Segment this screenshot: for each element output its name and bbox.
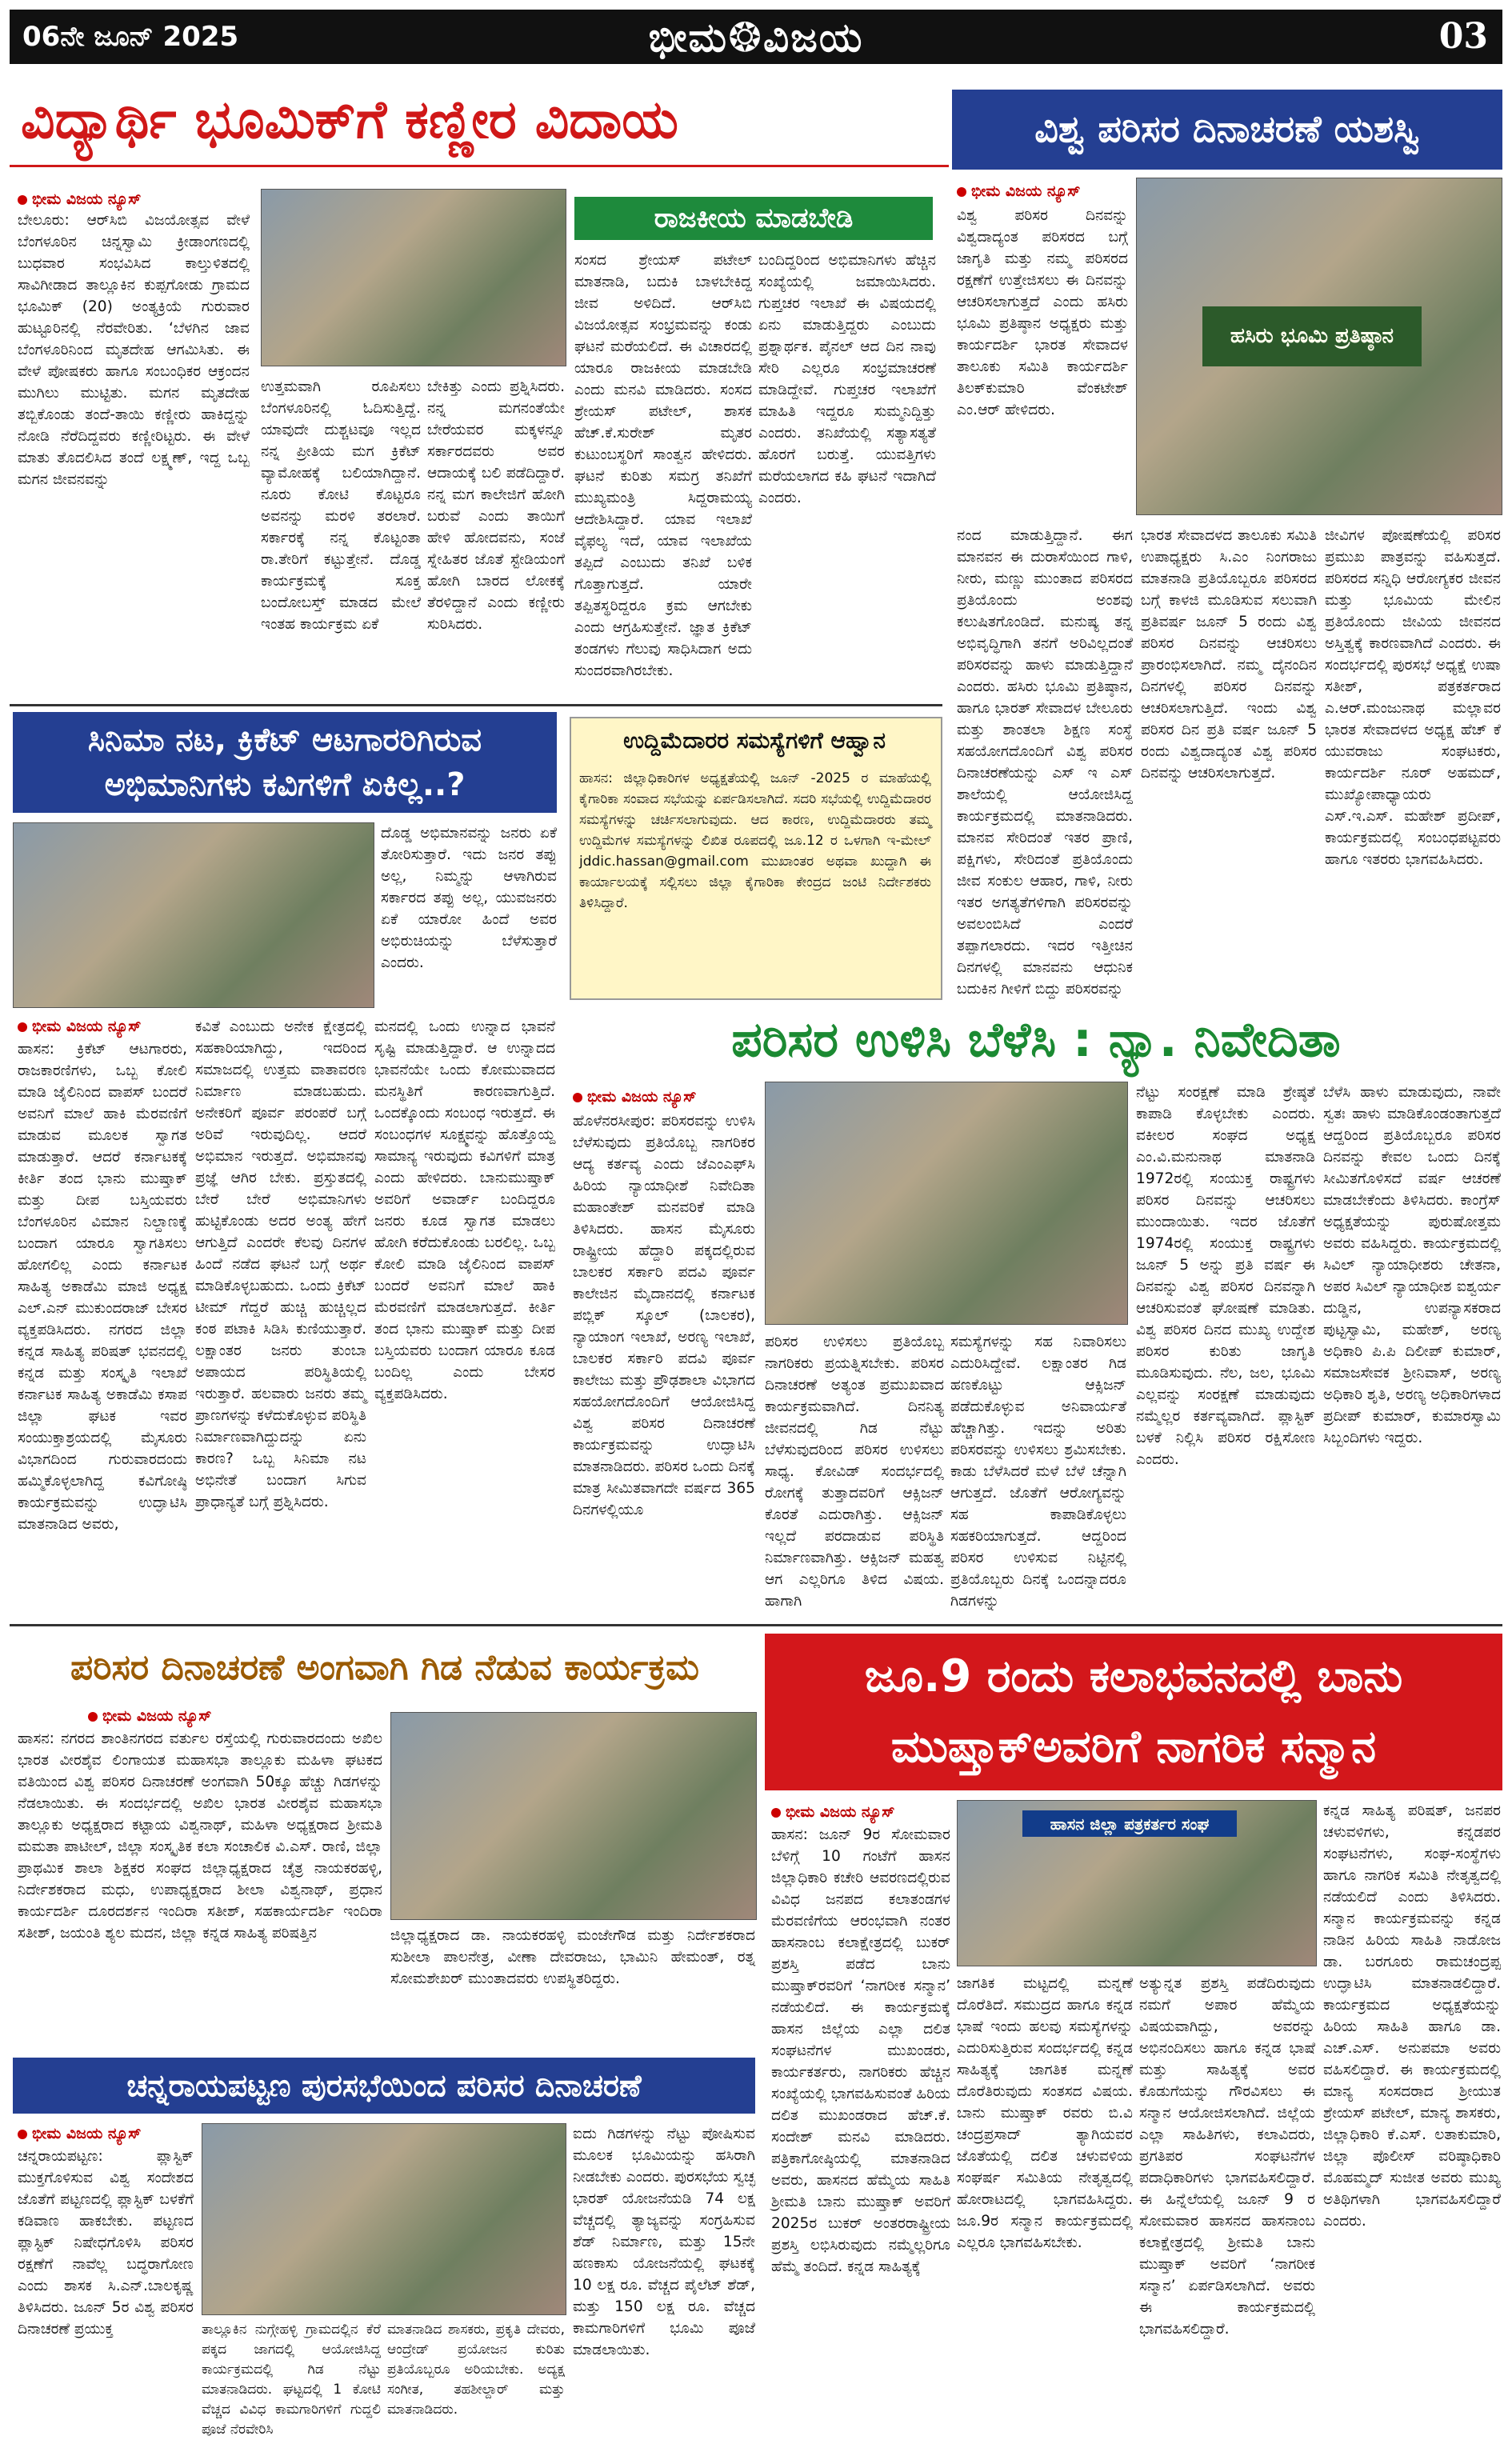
headline-anganavadi: ಪರಿಸರ ದಿನಾಚರಣೆ ಅಂಗವಾಗಿ ಗಿಡ ನೆಡುವ ಕಾರ್ಯಕ್ರಮ (70, 1646, 699, 1688)
article-niveditha-col2: ಪರಿಸರ ಉಳಿಸಲು ಪ್ರತಿಯೊಬ್ಬ ನಾಗರಿಕರು ಪ್ರಯತ್ನಿಸಬೇಕು. ಪರಿಸರ ದಿನಾಚರಣೆ ಅತ್ಯಂತ ಪ್ರಮುಖವಾದ ಕಾರ್ಯಕ್ರಮವಾಗಿದೆ. ದಿನನಿತ್ಯ ಜೀವನದಲ್ಲಿ ಗಿಡ ನೆಟ್ಟು ಬೆಳೆಸುವುದರಿಂದ ಪರಿಸರ ಉಳಿಸಲು ಸಾಧ್ಯ. ಕೋವಿಡ್ ಸಂದರ್ಭದಲ್ಲಿ ರೋಗಕ್ಕೆ ತುತ್ತಾದವರಿಗೆ ಆಕ್ಸಿಜನ್ ಕೊರತೆ ಎದುರಾಗಿತ್ತು. ಆಕ್ಸಿಜನ್ ಇಲ್ಲದೆ ಪರದಾಡುವ ಪರಿಸ್ಥಿತಿ ನಿರ್ಮಾಣವಾಗಿತ್ತು. ಆಕ್ಸಿಜನ್ ಮಹತ್ವ ಆಗ ಎಲ್ಲರಿಗೂ ತಿಳಿದ ವಿಷಯ. ಹಾಗಾಗಿ (765, 1334, 944, 1610)
masthead (10, 10, 1502, 64)
byline-vishwa: ಭೀಮ ವಿಜಯ ನ್ಯೂಸ್ (957, 182, 1080, 200)
article-banu-col1: ಹಾಸನ: ಜೂನ್ 9ರ ಸೋಮವಾರ ಬೆಳಿಗ್ಗೆ 10 ಗಂಟೆಗೆ ಹಾಸನ ಜಿಲ್ಲಾಧಿಕಾರಿ ಕಚೇರಿ ಆವರಣದಲ್ಲಿರುವ ವಿವಿಧ ಜನಪದ ಕಲಾತಂಡಗಳ ಮೆರವಣಿಗೆಯ ಆರಂಭವಾಗಿ ನಂತರ ಹಾಸನಾಂಬ ಕಲಾಕ್ಷೇತ್ರದಲ್ಲಿ ಬುಕರ್ ಪ್ರಶಸ್ತಿ ಪಡೆದ ಬಾನು ಮುಷ್ತಾಕ್‌ರವರಿಗೆ ‘ನಾಗರೀಕ ಸನ್ಮಾನ’ ನಡೆಯಲಿದೆ. ಈ ಕಾರ್ಯಕ್ರಮಕ್ಕೆ ಹಾಸನ ಜಿಲ್ಲೆಯ ಎಲ್ಲಾ ದಲಿತ ಸಂಘಟನೆಗಳ ಮುಖಂಡರು, ಕಾರ್ಯಕರ್ತರು, ನಾಗರಿಕರು ಹೆಚ್ಚಿನ ಸಂಖ್ಯೆಯಲ್ಲಿ ಭಾಗವಹಿಸುವಂತೆ ಹಿರಿಯ ದಲಿತ ಮುಖಂಡರಾದ ಹೆಚ್.ಕೆ. ಸಂದೇಶ್ ಮನವಿ ಮಾಡಿದರು. ಪತ್ರಿಕಾಗೋಷ್ಠಿಯಲ್ಲಿ ಮಾತನಾಡಿದ ಅವರು, ಹಾಸನದ ಹೆಮ್ಮೆಯ ಸಾಹಿತಿ ಶ್ರೀಮತಿ ಬಾನು ಮುಷ್ತಾಕ್ ಅವರಿಗೆ 2025ರ ಬುಕರ್ ಅಂತರರಾಷ್ಟ್ರೀಯ ಪ್ರಶಸ್ತಿ ಲಭಿಸಿರುವುದು ನಮ್ಮೆಲ್ಲರಿಗೂ ಹೆಮ್ಮೆ ತಂದಿದೆ. ಕನ್ನಡ ಸಾಹಿತ್ಯಕ್ಕೆ (771, 1826, 950, 2275)
photo-niveditha-tree-planting (765, 1082, 1128, 1325)
headline-bhoomik: ವಿದ್ಯಾರ್ಥಿ ಭೂಮಿಕ್‌ಗೆ ಕಣ್ಣೀರ ವಿದಾಯ (10, 75, 949, 167)
article-rajakeeya-col1: ಸಂಸದ ಶ್ರೇಯಸ್ ಪಟೇಲ್ ಮಾತನಾಡಿ, ಬದುಕಿ ಬಾಳಬೇಕಿದ್ದ ಜೀವ ಅಳಿದಿದೆ. ಆರ್‌ಸಿಬಿ ವಿಜಯೋತ್ಸವ ಸಂಭ್ರಮವನ್ನು ಕಂಡು ಘಟನೆ ಮರೆಯಲಿದೆ. ಈ ವಿಚಾರದಲ್ಲಿ ಯಾರೂ ರಾಜಕೀಯ ಮಾಡಬೇಡಿ ಎಂದು ಮನವಿ ಮಾಡಿದರು. ಸಂಸದ ಶ್ರೇಯಸ್ ಪಟೇಲ್, ಶಾಸಕ ಹೆಚ್.ಕೆ.ಸುರೇಶ್ ಮೃತರ ಕುಟುಂಬಸ್ಥರಿಗೆ ಸಾಂತ್ವನ ಹೇಳಿದರು. ಘಟನೆ ಕುರಿತು ಸಮಗ್ರ ತನಿಖೆಗೆ ಮುಖ್ಯಮಂತ್ರಿ ಸಿದ್ದರಾಮಯ್ಯ ಆದೇಶಿಸಿದ್ದಾರೆ. ಯಾವ ಇಲಾಖೆ ವೈಫಲ್ಯ ಇದೆ, ಯಾವ ಇಲಾಖೆಯ ತಪ್ಪಿದೆ ಎಂಬುದು ತನಿಖೆ ಬಳಿಕ ಗೊತ್ತಾಗುತ್ತದೆ. ಯಾರೇ ತಪ್ಪಿತಸ್ಥರಿದ್ದರೂ ಕ್ರಮ ಆಗಬೇಕು ಎಂದು ಆಗ್ರಹಿಸುತ್ತೇನೆ. ಜ್ಞಾತ ಕ್ರಿಕೆಟ್ ತಂಡಗಳು ಗೆಲುವು ಸಾಧಿಸಿದಾಗ ಅದು ಸುಂದರವಾಗಿರಬೇಕು. (574, 252, 752, 679)
headline-uddimedar: ಉದ್ದಿಮೆದಾರರ ಸಮಸ್ಯೆಗಳಿಗೆ ಆಹ್ವಾನ (623, 727, 886, 754)
article-uddimedar-body: ಹಾಸನ: ಜಿಲ್ಲಾಧಿಕಾರಿಗಳ ಅಧ್ಯಕ್ಷತೆಯಲ್ಲಿ ಜೂನ್ -2025 ರ ಮಾಹೆಯಲ್ಲಿ ಕೈಗಾರಿಕಾ ಸಂವಾದ ಸಭೆಯನ್ನು ಏರ್ಪಡಿಸಲಾಗಿದೆ. ಸದರಿ ಸಭೆಯಲ್ಲಿ ಉದ್ದಿಮೆದಾರರ ಸಮಸ್ಯೆಗಳನ್ನು ಚರ್ಚಿಸಲಾಗುವುದು. ಆದ ಕಾರಣ, ಉದ್ದಿಮೆದಾರರು ತಮ್ಮ ಉದ್ದಿಮೆಗಳ ಸಮಸ್ಯೆಗಳನ್ನು ಲಿಖಿತ ರೂಪದಲ್ಲಿ ಜೂ.12 ರ ಒಳಗಾಗಿ ಇ-ಮೇಲ್ jddic.hassan@gmail.com ಮುಖಾಂತರ ಅಥವಾ ಖುದ್ದಾಗಿ ಈ ಕಾರ್ಯಾಲಯಕ್ಕೆ ಸಲ್ಲಿಸಲು ಜಿಲ್ಲಾ ಕೈಗಾರಿಕಾ ಕೇಂದ್ರದ ಜಂಟಿ ನಿರ್ದೇಶಕರು ತಿಳಿಸಿದ್ದಾರೆ. (579, 770, 931, 911)
photo-banner-text: ಹಾಸನ ಜಿಲ್ಲಾ ಪತ್ರಕರ್ತರ ಸಂಘ (1022, 1810, 1238, 1837)
article-channarayapatna-col4: ಐದು ಗಿಡಗಳನ್ನು ನೆಟ್ಟು ಪೋಷಿಸುವ ಮೂಲಕ ಭೂಮಿಯನ್ನು ಹಸಿರಾಗಿ ನೀಡಬೇಕು ಎಂದರು. ಪುರಸಭೆಯ ಸ್ವಚ್ಛ ಭಾರತ್ ಯೋಜನೆಯಡಿ 74 ಲಕ್ಷ ವೆಚ್ಚದಲ್ಲಿ ತ್ಯಾಜ್ಯವನ್ನು ಸಂಗ್ರಹಿಸುವ ಶೆಡ್ ನಿರ್ಮಾಣ, ಮತ್ತು 15ನೇ ಹಣಕಾಸು ಯೋಜನೆಯಲ್ಲಿ ಘಟಕಕ್ಕೆ 10 ಲಕ್ಷ ರೂ. ವೆಚ್ಚದ ಪೈಲೆಟ್ ಶೆಡ್, ಮತ್ತು 150 ಲಕ್ಷ ರೂ. ವೆಚ್ಚದ ಕಾಮಗಾರಿಗಳಿಗೆ ಭೂಮಿ ಪೂಜೆ ಮಾಡಲಾಯಿತು. (573, 2126, 755, 2358)
byline-dot-icon (957, 187, 966, 197)
byline-dot-icon (18, 2130, 27, 2139)
divider (10, 1624, 1502, 1626)
article-bhoomik-col1: ಬೇಲೂರು: ಆರ್‌ಸಿಬಿ ವಿಜಯೋತ್ಸವ ವೇಳೆ ಬೆಂಗಳೂರಿನ ಚಿನ್ನಸ್ವಾಮಿ ಕ್ರೀಡಾಂಗಣದಲ್ಲಿ ಬುಧವಾರ ಸಂಭವಿಸಿದ ಕಾಲ್ತುಳಿತದಲ್ಲಿ ಸಾವಿಗೀಡಾದ ತಾಲ್ಲೂಕಿನ ಕುಪ್ಪಗೋಡು ಗ್ರಾಮದ ಭೂಮಿಕ್ (20) ಅಂತ್ಯಕ್ರಿಯೆ ಗುರುವಾರ ಹುಟ್ಟೂರಿನಲ್ಲಿ ನೆರವೇರಿತು. ‘ಬೆಳಗಿನ ಜಾವ ಬೆಂಗಳೂರಿನಿಂದ ಮೃತದೇಹ ಆಗಮಿಸಿತು. ಈ ವೇಳೆ ಪೋಷಕರು ಹಾಗೂ ಸಂಬಂಧಿಕರ ಆಕ್ರಂದನ ಮುಗಿಲು ಮುಟ್ಟಿತು. ಮಗನ ಮೃತದೇಹ ತಬ್ಬಿಕೊಂಡು ತಂದೆ-ತಾಯಿ ಕಣ್ಣೀರು ಹಾಕಿದ್ದನ್ನು ನೋಡಿ ನೆರೆದಿದ್ದವರು ಕಣ್ಣೀರಿಟ್ಟರು. ಈ ವೇಳೆ ಮಾತು ತೊದಲಿಸಿದ ತಂದೆ ಲಕ್ಷ್ಮಣ್, ಇದ್ದ ಒಬ್ಬ ಮಗನ ಜೀವನವನ್ನು (18, 212, 250, 488)
paper-logo: ಭೀಮ❂ವಿಜಯ (648, 14, 864, 61)
article-bhoomik-col3: ಬೇಕಿತ್ತು ಎಂದು ಪ್ರಶ್ನಿಸಿದರು. ನನ್ನ ಮಗನಂತೆಯೇ ಬೇರೆಯವರ ಮಕ್ಕಳನ್ನೂ ಸರ್ಕಾರದವರು ಅವರ ಆದಾಯಕ್ಕೆ ಬಲಿ ಪಡೆದಿದ್ದಾರೆ. ನನ್ನ ಮಗ ಕಾಲೇಜಿಗೆ ಹೋಗಿ ಬರುವೆ ಎಂದು ತಾಯಿಗೆ ಹೇಳಿ ಹೋದವನು, ಸಂಜೆ ಸ್ನೇಹಿತರ ಜೊತೆ ಸ್ಟೇಡಿಯಂಗೆ ಹೋಗಿ ಬಾರದ ಲೋಕಕ್ಕೆ ತೆರಳಿದ್ದಾನೆ ಎಂದು ಕಣ್ಣೀರು ಸುರಿಸಿದರು. (427, 378, 565, 633)
photo-anganavadi-planting (390, 1712, 757, 1920)
article-niveditha-col4: ನೆಟ್ಟು ಸಂರಕ್ಷಣೆ ಮಾಡಿ ಶ್ರೇಷ್ಠತೆ ಕಾಪಾಡಿ ಕೊಳ್ಳಬೇಕು ಎಂದರು. ವಕೀಲರ ಸಂಘದ ಅಧ್ಯಕ್ಷ ಎಂ.ವಿ.ಮನುನಾಥ ಮಾತನಾಡಿ 1972ರಲ್ಲಿ ಸಂಯುಕ್ತ ರಾಷ್ಟ್ರಗಳು ಪರಿಸರ ದಿನವನ್ನು ಆಚರಿಸಲು ಮುಂದಾಯಿತು. ಇದರ ಜೊತೆಗೆ 1974ರಲ್ಲಿ ಸಂಯುಕ್ತ ರಾಷ್ಟ್ರಗಳು ಜೂನ್ 5 ಅನ್ನು ಪ್ರತಿ ವರ್ಷ ಈ ದಿನವನ್ನು ವಿಶ್ವ ಪರಿಸರ ದಿನವನ್ನಾಗಿ ಆಚರಿಸುವಂತೆ ಘೋಷಣೆ ಮಾಡಿತು. ವಿಶ್ವ ಪರಿಸರ ದಿನದ ಮುಖ್ಯ ಉದ್ದೇಶ ಪರಿಸರ ಕುರಿತು ಜಾಗೃತಿ ಮೂಡಿಸುವುದು. ನೆಲ, ಜಲ, ಭೂಮಿ ಎಲ್ಲವನ್ನು ಸಂರಕ್ಷಣೆ ಮಾಡುವುದು ನಮ್ಮೆಲ್ಲರ ಕರ್ತವ್ಯವಾಗಿದೆ. ಪ್ಲಾಸ್ಟಿಕ್ ಬಳಕೆ ನಿಲ್ಲಿಸಿ ಪರಿಸರ ರಕ್ಷಿಸೋಣ ಎಂದರು. (1136, 1084, 1315, 1468)
article-cinema-col1: ಹಾಸನ: ಕ್ರಿಕೆಟ್ ಆಟಗಾರರು, ರಾಜಕಾರಣಿಗಳು, ಒಬ್ಬ ಕೋಲಿ ಮಾಡಿ ಜೈಲಿನಿಂದ ವಾಪಸ್ ಬಂದರೆ ಅವನಿಗೆ ಮಾಲೆ ಹಾಕಿ ಮೆರವಣಿಗೆ ಮಾಡುವ ಮೂಲಕ ಸ್ವಾಗತ ಮಾಡುತ್ತಾರೆ. ಆದರೆ ಕರ್ನಾಟಕಕ್ಕೆ ಕೀರ್ತಿ ತಂದ ಭಾನು ಮುಷ್ತಾಕ್ ಮತ್ತು ದೀಪ ಬಸ್ತಿಯವರು ಬೆಂಗಳೂರಿನ ವಿಮಾನ ನಿಲ್ದಾಣಕ್ಕೆ ಬಂದಾಗ ಯಾರೂ ಸ್ವಾಗತಿಸಲು ಹೋಗಲಿಲ್ಲ ಎಂದು ಕರ್ನಾಟಕ ಸಾಹಿತ್ಯ ಅಕಾಡೆಮಿ ಮಾಜಿ ಅಧ್ಯಕ್ಷ ಎಲ್.ಎನ್ ಮುಕುಂದರಾಜ್ ಬೇಸರ ವ್ಯಕ್ತಪಡಿಸಿದರು. ನಗರದ ಜಿಲ್ಲಾ ಕನ್ನಡ ಸಾಹಿತ್ಯ ಪರಿಷತ್ ಭವನದಲ್ಲಿ ಕನ್ನಡ ಮತ್ತು ಸಂಸ್ಕೃತಿ ಇಲಾಖೆ ಕರ್ನಾಟಕ ಸಾಹಿತ್ಯ ಅಕಾಡೆಮಿ ಕಸಾಪ ಜಿಲ್ಲಾ ಘಟಕ ಇವರ ಸಂಯುಕ್ತಾಶ್ರಯದಲ್ಲಿ ಮೈಸೂರು ವಿಭಾಗದಿಂದ ಗುರುವಾರದಂದು ಹಮ್ಮಿಕೊಳ್ಳಲಾಗಿದ್ದ ಕವಿಗೋಷ್ಠಿ ಕಾರ್ಯಕ್ರಮವನ್ನು ಉದ್ಘಾಟಿಸಿ ಮಾತನಾಡಿದ ಅವರು, (18, 1041, 187, 1533)
article-niveditha-col3: ಸಮಸ್ಯೆಗಳನ್ನು ಸಹ ನಿವಾರಿಸಲು ಎದುರಿಸಿದ್ದೇವೆ. ಲಕ್ಷಾಂತರ ಗಿಡ ಹಣಕೊಟ್ಟು ಆಕ್ಸಿಜನ್ ಪಡೆದುಕೊಳ್ಳುವ ಅನಿವಾರ್ಯತೆ ಹೆಚ್ಚಾಗಿತ್ತು. ಇದನ್ನು ಅರಿತು ಪರಿಸರವನ್ನು ಉಳಿಸಲು ಶ್ರಮಿಸಬೇಕು. ಕಾಡು ಬೆಳೆಸಿದರೆ ಮಳೆ ಬೆಳೆ ಚೆನ್ನಾಗಿ ಆಗುತ್ತದೆ. ಜೊತೆಗೆ ಆರೋಗ್ಯವನ್ನು ಸಹ ಕಾಪಾಡಿಕೊಳ್ಳಲು ಸಹಕರಿಯಾಗುತ್ತದೆ. ಆದ್ದರಿಂದ ಪರಿಸರ ಉಳಿಸುವ ನಿಟ್ಟಿನಲ್ಲಿ ಪ್ರತಿಯೊಬ್ಬರು ದಿನಕ್ಕೆ ಒಂದನ್ನಾದರೂ ಗಿಡಗಳನ್ನು (950, 1334, 1126, 1610)
article-cinema-col3: ಮನದಲ್ಲಿ ಒಂದು ಉನ್ನಾದ ಭಾವನೆ ಸೃಷ್ಟಿ ಮಾಡುತ್ತಿದ್ದಾರೆ. ಆ ಉನ್ನಾದದ ಭಾವನೆಯೇ ಒಂದು ಕೋಮುವಾದದ ಮನಸ್ಥಿತಿಗೆ ಕಾರಣವಾಗುತ್ತಿದೆ. ಒಂದಕ್ಕೊಂದು ಸಂಬಂಧ ಇರುತ್ತದೆ. ಈ ಸಂಬಂಧಗಳ ಸೂಕ್ಷ್ಮವನ್ನು ಹೊತ್ತೊಯ್ದ ಸಾಮಾನ್ಯ ಇರುವುದು ಕವಿಗಳಿಗೆ ಮಾತ್ರ ಎಂದು ಹೇಳಿದರು. ಬಾನುಮುಷ್ತಾಕ್ ಅವರಿಗೆ ಅವಾರ್ಡ್ ಬಂದಿದ್ದರೂ ಜನರು ಕೂಡ ಸ್ವಾಗತ ಮಾಡಲು ಹೋಗಿ ಕರೆದುಕೊಂಡು ಬರಲಿಲ್ಲ. ಒಬ್ಬ ಕೋಲಿ ಮಾಡಿ ಜೈಲಿನಿಂದ ವಾಪಸ್ ಬಂದರೆ ಅವನಿಗೆ ಮಾಲೆ ಹಾಕಿ ಮೆರವಣಿಗೆ ಮಾಡಲಾಗುತ್ತದೆ. ಕೀರ್ತಿ ತಂದ ಭಾನು ಮುಷ್ತಾಕ್ ಮತ್ತು ದೀಪ ಬಸ್ತಿಯವರು ಬಂದಾಗ ಯಾರೂ ಕೂಡ ಬಂದಿಲ್ಲ ಎಂದು ಬೇಸರ ವ್ಯಕ್ತಪಡಿಸಿದರು. (374, 1018, 555, 1402)
headline-cinema-line2: ಅಭಿಮಾನಿಗಳು ಕವಿಗಳಿಗೆ ಏಕಿಲ್ಲ..? (104, 766, 466, 803)
photo-banu-press-meet (957, 1800, 1317, 1966)
headline-banu-line1: ಜೂ.9 ರಂದು ಕಲಾಭವನದಲ್ಲಿ ಬಾನು (864, 1650, 1403, 1702)
article-anganavadi-col2: ಜಿಲ್ಲಾಧ್ಯಕ್ಷರಾದ ಡಾ. ನಾಯಕರಹಳ್ಳಿ ಮಂಜೇಗೌಡ ಮತ್ತು ನಿರ್ದೇಶಕರಾದ ಸುಶೀಲಾ ಪಾಲನೇತ್ರ, ವೀಣಾ ದೇವರಾಜು, ಭಾಮಿನಿ ಹೇಮಂತ್, ರತ್ನ ಸೋಮಶೇಖರ್ ಮುಂತಾದವರು ಉಪಸ್ಥಿತರಿದ್ದರು. (390, 1927, 755, 1987)
issue-date: 06ನೇ ಜೂನ್ 2025 (22, 21, 239, 53)
article-rajakeeya-col2: ಬಂದಿದ್ದರಿಂದ ಅಭಿಮಾನಿಗಳು ಹೆಚ್ಚಿನ ಸಂಖ್ಯೆಯಲ್ಲಿ ಜಮಾಯಿಸಿದರು. ಗುಪ್ತಚರ ಇಲಾಖೆ ಈ ವಿಷಯದಲ್ಲಿ ಏನು ಮಾಡುತ್ತಿದ್ದರು ಎಂಬುದು ಪ್ರಶ್ನಾರ್ಥಕ. ಪೈನಲ್ ಆದ ದಿನ ನಾವು ಸೇರಿ ಎಲ್ಲರೂ ಸಂಭ್ರಮಾಚರಣೆ ಮಾಡಿದ್ದೇವೆ. ಗುಪ್ತಚರ ಇಲಾಖೆಗೆ ಮಾಹಿತಿ ಇದ್ದರೂ ಸುಮ್ಮನಿದ್ದಿತ್ತು ಎಂದರು. ತನಿಖೆಯಲ್ಲಿ ಸತ್ಯಾಸತ್ಯತೆ ಹೊರಗೆ ಬರುತ್ತೆ. ಯುವತ್ತಿಗಳು ಮರೆಯಲಾಗದ ಕಹಿ ಘಟನೆ ಇದಾಗಿದೆ ಎಂದರು. (758, 252, 936, 506)
headline-banu (765, 1634, 1502, 1790)
article-bhoomik-col2: ಉತ್ತಮವಾಗಿ ರೂಪಿಸಲು ಬೆಂಗಳೂರಿನಲ್ಲಿ ಓದಿಸುತ್ತಿದ್ದೆ. ಯಾವುದೇ ದುಶ್ಚಟವೂ ಇಲ್ಲದ ನನ್ನ ಪ್ರೀತಿಯ ಮಗ ಕ್ರಿಕೆಟ್ ವ್ಯಾಮೋಹಕ್ಕೆ ಬಲಿಯಾಗಿದ್ದಾನೆ. ನೂರು ಕೋಟಿ ಕೊಟ್ಟರೂ ಅವನನ್ನು ಮರಳಿ ತರಲಾರೆ. ಸರ್ಕಾರಕ್ಕೆ ನನ್ನ ಕೊಟ್ಟಂತಾ ರಾ.ತೇರಿಗೆ ಕಟ್ಟುತ್ತೇನೆ. ದೊಡ್ಡ ಕಾರ್ಯಕ್ರಮಕ್ಕೆ ಸೂಕ್ತ ಬಂದೋಬಸ್ತ್ ಮಾಡದ ಮೇಲೆ ಇಂತಹ ಕಾರ್ಯಕ್ರಮ ಏಕೆ (261, 378, 421, 633)
byline-anganavadi: ಭೀಮ ವಿಜಯ ನ್ಯೂಸ್ (88, 1707, 211, 1725)
headline-cinema-line1: ಸಿನಿಮಾ ನಟ, ಕ್ರಿಕೆಟ್ ಆಟಗಾರರಿಗಿರುವ (87, 722, 482, 758)
headline-channarayapatna: ಚನ್ನರಾಯಪಟ್ಟಣ ಪುರಸಭೆಯಿಂದ ಪರಿಸರ ದಿನಾಚರಣೆ (13, 2058, 755, 2114)
byline-banu: ಭೀಮ ವಿಜಯ ನ್ಯೂಸ್ (771, 1803, 894, 1821)
byline-channarayapatna: ಭೀಮ ವಿಜಯ ನ್ಯೂಸ್ (18, 2125, 141, 2142)
article-banu-col3: ಅತ್ಯುನ್ನತ ಪ್ರಶಸ್ತಿ ಪಡೆದಿರುವುದು ನಮಗೆ ಅಪಾರ ಹೆಮ್ಮೆಯ ವಿಷಯವಾಗಿದ್ದು, ಅವರನ್ನು ಅಭಿನಂದಿಸಲು ಹಾಗೂ ಕನ್ನಡ ಭಾಷೆ ಮತ್ತು ಸಾಹಿತ್ಯಕ್ಕೆ ಅವರ ಕೊಡುಗೆಯನ್ನು ಗೌರವಿಸಲು ಈ ಸನ್ಮಾನ ಆಯೋಜಿಸಲಾಗಿದೆ. ಜಿಲ್ಲೆಯ ಎಲ್ಲಾ ಸಾಹಿತಿಗಳು, ಕಲಾವಿದರು, ಪ್ರಗತಿಪರ ಸಂಘಟನೆಗಳ ಪದಾಧಿಕಾರಿಗಳು ಭಾಗವಹಿಸಲಿದ್ದಾರೆ. ಈ ಹಿನ್ನೆಲೆಯಲ್ಲಿ ಜೂನ್ 9 ರ ಸೋಮವಾರ ಹಾಸನದ ಹಾಸನಾಂಬ ಕಲಾಕ್ಷೇತ್ರದಲ್ಲಿ ಶ್ರೀಮತಿ ಬಾನು ಮುಷ್ತಾಕ್ ಅವರಿಗೆ ‘ನಾಗರೀಕ ಸನ್ಮಾನ’ ಏರ್ಪಡಿಸಲಾಗಿದೆ. ಅವರು ಈ ಕಾರ್ಯಕ್ರಮದಲ್ಲಿ ಭಾಗವಹಿಸಲಿದ್ದಾರೆ. (1139, 1975, 1315, 2338)
headline-niveditha: ಪರಿಸರ ಉಳಿಸಿ ಬೆಳೆಸಿ : ನ್ಯಾ. ನಿವೇದಿತಾ (731, 1012, 1341, 1068)
article-anganavadi-col1: ಹಾಸನ: ನಗರದ ಶಾಂತಿನಗರದ ವರ್ತುಲ ರಸ್ತೆಯಲ್ಲಿ ಗುರುವಾರದಂದು ಅಖಿಲ ಭಾರತ ವೀರಶೈವ ಲಿಂಗಾಯತ ಮಹಾಸಭಾ ತಾಲ್ಲೂಕು ಮಹಿಳಾ ಘಟಕದ ವತಿಯಿಂದ ವಿಶ್ವ ಪರಿಸರ ದಿನಾಚರಣೆ ಅಂಗವಾಗಿ 50ಕ್ಕೂ ಹೆಚ್ಚು ಗಿಡಗಳನ್ನು ನೆಡಲಾಯಿತು. ಈ ಸಂದರ್ಭದಲ್ಲಿ ಅಖಿಲ ಭಾರತ ವೀರಶೈವ ಮಹಾಸಭಾ ತಾಲ್ಲೂಕು ಅಧ್ಯಕ್ಷರಾದ ಕಟ್ಟಾಯ ವಿಶ್ವನಾಥ್, ಮಹಿಳಾ ಅಧ್ಯಕ್ಷರಾದ ಶ್ರೀಮತಿ ಮಮತಾ ಪಾಟೀಲ್, ಜಿಲ್ಲಾ ಸಂಸ್ಕೃತಿಕ ಕಲಾ ಸಂಚಾಲಿಕ ವಿ.ಎಸ್. ರಾಣಿ, ಜಿಲ್ಲಾ ಪ್ರಾಥಮಿಕ ಶಾಲಾ ಶಿಕ್ಷಕರ ಸಂಘದ ಜಿಲ್ಲಾಧ್ಯಕ್ಷರಾದ ಚೈತ್ರ ನಾಯಕರಹಳ್ಳಿ, ನಿರ್ದೇಶಕರಾದ ಮಧು, ಉಪಾಧ್ಯಕ್ಷರಾದ ಶೀಲಾ ವಿಶ್ವನಾಥ್, ಪ್ರಧಾನ ಕಾರ್ಯದರ್ಶಿ ದೂರದರ್ಶನ ಇಂದಿರಾ ಸತೀಶ್, ಸಹಕಾರ್ಯದರ್ಶಿ ಇಂದಿರಾ ಸತೀಶ್, ಜಯಂತಿ ಶ್ಯಲ ಮದನ, ಜಿಲ್ಲಾ ಕನ್ನಡ ಸಾಹಿತ್ಯ ಪರಿಷತ್ತಿನ (18, 1730, 382, 1942)
article-vishwa-col4: ಜೀವಿಗಳ ಪೋಷಣೆಯಲ್ಲಿ ಪರಿಸರ ಪ್ರಮುಖ ಪಾತ್ರವನ್ನು ವಹಿಸುತ್ತದೆ. ಪರಿಸರದ ಸನ್ನಿಧಿ ಆರೋಗ್ಯಕರ ಜೀವನ ಮತ್ತು ಭೂಮಿಯ ಮೇಲಿನ ಪ್ರತಿಯೊಂದು ಜೀವಿಯ ಜೀವನದ ಅಸ್ತಿತ್ವಕ್ಕೆ ಕಾರಣವಾಗಿದೆ ಎಂದರು. ಈ ಸಂದರ್ಭದಲ್ಲಿ ಪುರಸಭೆ ಅಧ್ಯಕ್ಷೆ ಉಷಾ ಸತೀಶ್, ಪತ್ರಕರ್ತರಾದ ಎ.ಆರ್.ಮಂಜುನಾಥ ಮಲ್ಲಾವರ ಭಾರತ ಸೇವಾದಳದ ಅಧ್ಯಕ್ಷ ಹೆಚ್ ಕೆ ಯುವರಾಜು ಸಂಘಟಕರು, ಕಾರ್ಯದರ್ಶಿ ನೂರ್ ಅಹಮದ್, ಮುಖ್ಯೋಪಾಧ್ಯಾಯರು ಎಸ್.ಇ.ಎಸ್. ಮಹೇಶ್ ಪ್ರದೀಪ್, ಕಾರ್ಯಕ್ರಮದಲ್ಲಿ ಸಂಬಂಧಪಟ್ಟವರು ಹಾಗೂ ಇತರರು ಭಾಗವಹಿಸಿದರು. (1325, 527, 1501, 868)
article-vishwa-col3: ಭಾರತ ಸೇವಾದಳದ ತಾಲೂಕು ಸಮಿತಿ ಉಪಾಧ್ಯಕ್ಷರು ಸಿ.ಎಂ ನಿಂಗರಾಜು ಮಾತನಾಡಿ ಪ್ರತಿಯೊಬ್ಬರೂ ಪರಿಸರದ ಬಗ್ಗೆ ಕಾಳಜಿ ಮೂಡಿಸುವ ಸಲುವಾಗಿ ಪ್ರತಿವರ್ಷ ಜೂನ್ 5 ರಂದು ವಿಶ್ವ ಪರಿಸರ ದಿನವನ್ನು ಆಚರಿಸಲು ಪ್ರಾರಂಭಿಸಲಾಗಿದೆ. ನಮ್ಮ ದೈನಂದಿನ ದಿನಗಳಲ್ಲಿ ಪರಿಸರ ದಿನವನ್ನು ಆಚರಿಸಲಾಗುತ್ತಿದೆ. ಇಂದು ವಿಶ್ವ ಪರಿಸರ ದಿನ ಪ್ರತಿ ವರ್ಷ ಜೂನ್ 5 ರಂದು ವಿಶ್ವದಾದ್ಯಂತ ವಿಶ್ವ ಪರಿಸರ ದಿನವನ್ನು ಆಚರಿಸಲಾಗುತ್ತದೆ. (1141, 527, 1317, 782)
article-vishwa-col1: ವಿಶ್ವ ಪರಿಸರ ದಿನವನ್ನು ವಿಶ್ವದಾದ್ಯಂತ ಪರಿಸರದ ಬಗ್ಗೆ ಜಾಗೃತಿ ಮತ್ತು ನಮ್ಮ ಪರಿಸರದ ರಕ್ಷಣೆಗೆ ಉತ್ತೇಜಿಸಲು ಈ ದಿನವನ್ನು ಆಚರಿಸಲಾಗುತ್ತದೆ ಎಂದು ಹಸಿರು ಭೂಮಿ ಪ್ರತಿಷ್ಠಾನ ಅಧ್ಯಕ್ಷರು ಮತ್ತು ಕಾರ್ಯದರ್ಶಿ ಭಾರತ ಸೇವಾದಳ ತಾಲೂಕು ಸಮಿತಿ ಕಾರ್ಯದರ್ಶಿ ತಿಲಕ್‌ಕುಮಾರಿ ವೆಂಕಟೇಶ್ ಎಂ.ಆರ್ ಹೇಳಿದರು. (957, 207, 1128, 418)
article-niveditha-col5: ಬೆಳೆಸಿ ಹಾಳು ಮಾಡುವುದು, ನಾವೇ ಸ್ವತಃ ಹಾಳು ಮಾಡಿಕೊಂಡಂತಾಗುತ್ತದೆ ಆದ್ದರಿಂದ ಪ್ರತಿಯೊಬ್ಬರೂ ಪರಿಸರ ದಿನವನ್ನು ಕೇವಲ ಒಂದು ದಿನಕ್ಕೆ ಸೀಮಿತಗೊಳಿಸದೆ ವರ್ಷ ಆಚರಣೆ ಮಾಡಬೇಕೆಂದು ತಿಳಿಸಿದರು. ಕಾಂಗ್ರೆಸ್ ಅಧ್ಯಕ್ಷತೆಯನ್ನು ಪುರುಷೋತ್ತಮ ಅವರು ವಹಿಸಿದ್ದರು. ಕಾರ್ಯಕ್ರಮದಲ್ಲಿ ಸಿವಿಲ್ ನ್ಯಾಯಾಧೀಶರು ಚೇತನಾ, ಅಪರ ಸಿವಿಲ್ ನ್ಯಾಯಾಧೀಶ ಐಶ್ವರ್ಯ ದುಡ್ಡಿನ, ಉಪನ್ಯಾಸಕರಾದ ಪುಟ್ಟಸ್ವಾಮಿ, ಮಹೇಶ್, ಅರಣ್ಯ ಅಧಿಕಾರಿ ಪಿ.ಪಿ ದಿಲೀಪ್ ಕುಮಾರ್, ಸಮಾಜಸೇವಕ ಶ್ರೀನಿವಾಸ್, ಅರಣ್ಯ ಅಧಿಕಾರಿ ಶೃತಿ, ಅರಣ್ಯ ಅಧಿಕಾರಿಗಳಾದ ಪ್ರದೀಪ್ ಕುಮಾರ್, ಕುಮಾರಸ್ವಾಮಿ ಸಿಬ್ಬಂದಿಗಳು ಇದ್ದರು. (1323, 1084, 1501, 1446)
article-niveditha-col1: ಹೊಳೆನರಸೀಪುರ: ಪರಿಸರವನ್ನು ಉಳಿಸಿ ಬೆಳೆಸುವುದು ಪ್ರತಿಯೊಬ್ಬ ನಾಗರಿಕರ ಆದ್ಯ ಕರ್ತವ್ಯ ಎಂದು ಜೆಎಂಎಫ್‌ಸಿ ಹಿರಿಯ ನ್ಯಾಯಾಧೀಶೆ ನಿವೇದಿತಾ ಮಹಾಂತೇಶ್ ಮನವರಿಕೆ ಮಾಡಿ ತಿಳಿಸಿದರು. ಹಾಸನ ಮೈಸೂರು ರಾಷ್ಟ್ರೀಯ ಹೆದ್ದಾರಿ ಪಕ್ಕದಲ್ಲಿರುವ ಬಾಲಕರ ಸರ್ಕಾರಿ ಪದವಿ ಪೂರ್ವ ಕಾಲೇಜಿನ ಮೈದಾನದಲ್ಲಿ ಕರ್ನಾಟಕ ಪಬ್ಲಿಕ್ ಸ್ಕೂಲ್ (ಬಾಲಕರ), ನ್ಯಾಯಾಂಗ ಇಲಾಖೆ, ಅರಣ್ಯ ಇಲಾಖೆ, ಬಾಲಕರ ಸರ್ಕಾರಿ ಪದವಿ ಪೂರ್ವ ಕಾಲೇಜು ಮತ್ತು ಪ್ರೌಢಶಾಲಾ ವಿಭಾಗದ ಸಹಯೋಗದೊಂದಿಗೆ ಆಯೋಜಿಸಿದ್ದ ವಿಶ್ವ ಪರಿಸರ ದಿನಾಚರಣೆ ಕಾರ್ಯಕ್ರಮವನ್ನು ಉದ್ಘಾಟಿಸಿ ಮಾತನಾಡಿದರು. ಪರಿಸರ ಒಂದು ದಿನಕ್ಕೆ ಮಾತ್ರ ಸೀಮಿತವಾಗದೇ ವರ್ಷದ 365 ದಿನಗಳಲ್ಲಿಯೂ (573, 1113, 755, 1518)
photo-bhoomik-funeral (261, 189, 566, 366)
byline-dot-icon (771, 1808, 781, 1818)
article-channarayapatna-col3: ಮಾತನಾಡಿದ ಶಾಸಕರು, ಪ್ರಕೃತಿ ದೇವರು, ಆಂದ್ರೇಡ್ ಪ್ರಯೋಜನ ಕುರಿತು ಪ್ರತಿಯೊಬ್ಬರೂ ಅರಿಯಬೇಕು. ಅದ್ಯಕ್ಷ ಸಂಗೀತ, ತಹಶೀಲ್ದಾರ್ ಮತ್ತು ಮಾತನಾಡಿದರು. (387, 2322, 565, 2418)
byline-dot-icon (88, 1712, 98, 1722)
article-channarayapatna-col2: ತಾಲ್ಲೂಕಿನ ನುಗ್ಗೇಹಳ್ಳಿ ಗ್ರಾಮದಲ್ಲಿನ ಕೆರೆ ಪಕ್ಕದ ಜಾಗದಲ್ಲಿ ಆಯೋಜಿಸಿದ್ದ ಕಾರ್ಯಕ್ರಮದಲ್ಲಿ ಗಿಡ ನೆಟ್ಟು ಮಾತನಾಡಿದರು. ಘಟ್ಟದಲ್ಲಿ 1 ಕೋಟಿ ವೆಚ್ಚದ ವಿವಿಧ ಕಾಮಗಾರಿಗಳಿಗೆ ಗುದ್ದಲಿ ಪೂಜೆ ನೆರವೇರಿಸಿ (202, 2322, 381, 2438)
photo-vishwa-event (1136, 178, 1502, 515)
photo-banner-text: ಹಸಿರು ಭೂಮಿ ಪ್ರತಿಷ್ಠಾನ (1202, 306, 1422, 367)
byline-dot-icon (573, 1093, 582, 1102)
article-banu-col4: ಕನ್ನಡ ಸಾಹಿತ್ಯ ಪರಿಷತ್, ಜನಪರ ಚಳುವಳಿಗಳು, ಕನ್ನಡಪರ ಸಂಘಟನೆಗಳು, ಸಂಘ-ಸಂಸ್ಥೆಗಳು ಹಾಗೂ ನಾಗರಿಕ ಸಮಿತಿ ನೇತೃತ್ವದಲ್ಲಿ ನಡೆಯಲಿದೆ ಎಂದು ತಿಳಿಸಿದರು. ಸನ್ಮಾನ ಕಾರ್ಯಕ್ರಮವನ್ನು ಕನ್ನಡ ನಾಡಿನ ಹಿರಿಯ ಸಾಹಿತಿ ನಾಡೋಜ ಡಾ. ಬರಗೂರು ರಾಮಚಂದ್ರಪ್ಪ ಉದ್ಘಾಟಿಸಿ ಮಾತನಾಡಲಿದ್ದಾರೆ. ಕಾರ್ಯಕ್ರಮದ ಅಧ್ಯಕ್ಷತೆಯನ್ನು ಹಿರಿಯ ಸಾಹಿತಿ ಹಾಗೂ ಡಾ. ಎಚ್.ಎಸ್. ಅನುಪಮಾ ಅವರು ವಹಿಸಲಿದ್ದಾರೆ. ಈ ಕಾರ್ಯಕ್ರಮದಲ್ಲಿ ಮಾನ್ಯ ಸಂಸದರಾದ ಶ್ರೀಯುತ ಶ್ರೇಯಸ್ ಪಟೇಲ್, ಮಾನ್ಯ ಶಾಸಕರು, ಜಿಲ್ಲಾಧಿಕಾರಿ ಕೆ.ಎಸ್. ಲತಾಕುಮಾರಿ, ಜಿಲ್ಲಾ ಪೊಲೀಸ್ ವರಿಷ್ಠಾಧಿಕಾರಿ ಮೊಹಮ್ಮದ್ ಸುಜೀತ ಅವರು ಮುಖ್ಯ ಅತಿಥಿಗಳಾಗಿ ಭಾಗವಹಿಸಲಿದ್ದಾರೆ ಎಂದರು. (1323, 1802, 1501, 2230)
article-banu-col2: ಜಾಗತಿಕ ಮಟ್ಟದಲ್ಲಿ ಮನ್ನಣೆ ದೊರೆತಿದೆ. ಸಮುದ್ರದ ಹಾಗೂ ಕನ್ನಡ ಭಾಷೆ ಇಂದು ಹಲವು ಸಮಸ್ಯೆಗಳನ್ನು ಎದುರಿಸುತ್ತಿರುವ ಸಂದರ್ಭದಲ್ಲಿ ಕನ್ನಡ ಸಾಹಿತ್ಯಕ್ಕೆ ಜಾಗತಿಕ ಮನ್ನಣೆ ದೊರೆತಿರುವುದು ಸಂತಸದ ವಿಷಯ. ಬಾನು ಮುಷ್ತಾಕ್ ರವರು ಬಿ.ವಿ ಚಂದ್ರಪ್ರಸಾದ್ ತ್ಯಾಗಿಯವರ ಜೊತೆಯಲ್ಲಿ ದಲಿತ ಚಳುವಳಿಯ ಸಂಘರ್ಷ ಸಮಿತಿಯ ನೇತೃತ್ವದಲ್ಲಿ ಹೋರಾಟದಲ್ಲಿ ಭಾಗವಹಿಸಿದ್ದರು. ಜೂ.9ರ ಸನ್ಮಾನ ಕಾರ್ಯಕ್ರಮದಲ್ಲಿ ಎಲ್ಲರೂ ಭಾಗವಹಿಸಬೇಕು. (957, 1975, 1133, 2251)
byline: ಭೀಮ ವಿಜಯ ನ್ಯೂಸ್ (18, 190, 141, 208)
headline-vishwa: ವಿಶ್ವ ಪರಿಸರ ದಿನಾಚರಣೆ ಯಶಸ್ವಿ (952, 90, 1502, 170)
headline-banu-line2: ಮುಷ್ತಾಕ್‌ಅವರಿಗೆ ನಾಗರಿಕ ಸನ್ಮಾನ (890, 1721, 1377, 1773)
page-number: 03 (1438, 16, 1488, 57)
byline-dot-icon (18, 195, 27, 205)
article-vishwa-col2: ನಂದ ಮಾಡುತ್ತಿದ್ದಾನೆ. ಈಗ ಮಾನವನ ಈ ದುರಾಸೆಯಿಂದ ಗಾಳಿ, ನೀರು, ಮಣ್ಣು ಮುಂತಾದ ಪರಿಸರದ ಪ್ರತಿಯೊಂದು ಅಂಶವು ಕಲುಷಿತಗೊಂಡಿದೆ. ಮನುಷ್ಯ ತನ್ನ ಅಭಿವೃದ್ಧಿಗಾಗಿ ತನಗೆ ಅರಿವಿಲ್ಲದಂತೆ ಪರಿಸರವನ್ನು ಹಾಳು ಮಾಡುತ್ತಿದ್ದಾನೆ ಎಂದರು. ಹಸಿರು ಭೂಮಿ ಪ್ರತಿಷ್ಠಾನ, ಹಾಗೂ ಭಾರತ್ ಸೇವಾದಳ ಬೇಲೂರು ಮತ್ತು ಶಾಂತಲಾ ಶಿಕ್ಷಣ ಸಂಸ್ಥೆ ಸಹಯೋಗದೊಂದಿಗೆ ವಿಶ್ವ ಪರಿಸರ ದಿನಾಚರಣೆಯನ್ನು ಎಸ್ ಇ ಎಸ್ ಶಾಲೆಯಲ್ಲಿ ಆಯೋಜಿಸಿದ್ದ ಕಾರ್ಯಕ್ರಮದಲ್ಲಿ ಮಾತನಾಡಿದರು. ಮಾನವ ಸೇರಿದಂತೆ ಇತರ ಪ್ರಾಣಿ, ಪಕ್ಷಿಗಳು, ಸೇರಿದಂತೆ ಪ್ರತಿಯೊಂದು ಜೀವ ಸಂಕುಲ ಆಹಾರ, ಗಾಳಿ, ನೀರು ಇತರ ಅಗತ್ಯತೆಗಳಿಗಾಗಿ ಪರಿಸರವನ್ನು ಅವಲಂಬಿಸಿದೆ ಎಂದರೆ ತಪ್ಪಾಗಲಾರದು. ಇದರ ಇತ್ತೀಚಿನ ದಿನಗಳಲ್ಲಿ ಮಾನವನು ಆಧುನಿಕ ಬದುಕಿನ ಗೀಳಿಗೆ ಬಿದ್ದು ಪರಿಸರವನ್ನು (957, 527, 1133, 998)
byline-dot-icon (18, 1022, 27, 1032)
photo-channarayapatna-event (202, 2123, 566, 2315)
photo-cinema-event (13, 822, 374, 1008)
headline-cinema (13, 712, 557, 813)
article-cinema-col0: ದೊಡ್ಡ ಅಭಿಮಾನವನ್ನು ಜನರು ಏಕೆ ತೋರಿಸುತ್ತಾರೆ. ಇದು ಜನರ ತಪ್ಪು ಅಲ್ಲ, ನಿಮ್ಮನ್ನು ಆಳಾಗಿರುವ ಸರ್ಕಾರದ ತಪ್ಪು ಅಲ್ಲ, ಯುವಜನರು ಏಕೆ ಯಾರೋ ಹಿಂದೆ ಅವರ ಅಭಿರುಚಿಯನ್ನು ಬೆಳೆಸುತ್ತಾರೆ ಎಂದರು. (381, 825, 557, 971)
byline-niveditha: ಭೀಮ ವಿಜಯ ನ್ಯೂಸ್ (573, 1088, 696, 1106)
divider (10, 704, 942, 706)
article-channarayapatna-col1: ಚನ್ನರಾಯಪಟ್ಟಣ: ಪ್ಲಾಸ್ಟಿಕ್ ಮುಕ್ತಗೊಳಿಸುವ ವಿಶ್ವ ಸಂದೇಶದ ಜೊತೆಗೆ ಪಟ್ಟಣದಲ್ಲಿ ಪ್ಲಾಸ್ಟಿಕ್ ಬಳಕೆಗೆ ಕಡಿವಾಣ ಹಾಕಬೇಕು. ಪಟ್ಟಣದ ಪ್ಲಾಸ್ಟಿಕ್ ನಿಷೇಧಗೊಳಿಸಿ ಪರಿಸರ ರಕ್ಷಣೆಗೆ ನಾವೆಲ್ಲ ಬದ್ಧರಾಗೋಣ ಎಂದು ಶಾಸಕ ಸಿ.ಎನ್.ಬಾಲಕೃಷ್ಣ ತಿಳಿಸಿದರು. ಜೂನ್ 5ರ ವಿಶ್ವ ಪರಿಸರ ದಿನಾಚರಣೆ ಪ್ರಯುಕ್ತ (18, 2148, 194, 2338)
headline-rajakeeya: ರಾಜಕೀಯ ಮಾಡಬೇಡಿ (574, 197, 933, 240)
article-cinema-col2: ಕವಿತೆ ಎಂಬುದು ಅನೇಕ ಕ್ಷೇತ್ರದಲ್ಲಿ ಸಹಕಾರಿಯಾಗಿದ್ದು, ಇದರಿಂದ ಸಮಾಜದಲ್ಲಿ ಉತ್ತಮ ವಾತಾವರಣ ನಿರ್ಮಾಣ ಮಾಡಬಹುದು. ಅನೇಕರಿಗೆ ಪೂರ್ವ ಪರಂಪರೆ ಬಗ್ಗೆ ಅರಿವೆ ಇರುವುದಿಲ್ಲ. ಆದರೆ ಅಭಿಮಾನ ಇರುತ್ತದೆ. ಅಭಿಮಾನವು ಪ್ರಜ್ಞೆ ಆಗಿರ ಬೇಕು. ಪ್ರಸ್ತುತದಲ್ಲಿ ಬೇರೆ ಬೇರೆ ಅಭಿಮಾನಿಗಳು ಹುಟ್ಟಿಕೊಂಡು ಅದರ ಅಂತ್ಯ ಹೇಗೆ ಆಗುತ್ತಿದೆ ಎಂದರೇ ಕೆಲವು ದಿನಗಳ ಹಿಂದೆ ನಡೆದ ಘಟನೆ ಬಗ್ಗೆ ಅರ್ಥ ಮಾಡಿಕೊಳ್ಳಬಹುದು. ಒಂದು ಕ್ರಿಕೆಟ್ ಟೀಮ್ ಗೆದ್ದರೆ ಹುಚ್ಚಿ ಹುಚ್ಚಿಲ್ಲದ ಕಂಠ ಪಟಾಕಿ ಸಿಡಿಸಿ ಕುಣಿಯುತ್ತಾರೆ. ಲಕ್ಷಾಂತರ ಜನರು ತುಂಬಾ ಅಪಾಯದ ಪರಿಸ್ಥಿತಿಯಲ್ಲಿ ಇರುತ್ತಾರೆ. ಹಲವಾರು ಜನರು ತಮ್ಮ ಪ್ರಾಣಗಳನ್ನು ಕಳೆದುಕೊಳ್ಳುವ ಪರಿಸ್ಥಿತಿ ನಿರ್ಮಾಣವಾಗಿದ್ದುದನ್ನು ಏನು ಕಾರಣ? ಒಬ್ಬ ಸಿನಿಮಾ ನಟ ಅಭಿನೇತೆ ಬಂದಾಗ ಸಿಗುವ ಪ್ರಾಧಾನ್ಯತೆ ಬಗ್ಗೆ ಪ್ರಶ್ನಿಸಿದರು. (195, 1018, 366, 1510)
byline-cinema: ಭೀಮ ವಿಜಯ ನ್ಯೂಸ್ (18, 1018, 141, 1035)
